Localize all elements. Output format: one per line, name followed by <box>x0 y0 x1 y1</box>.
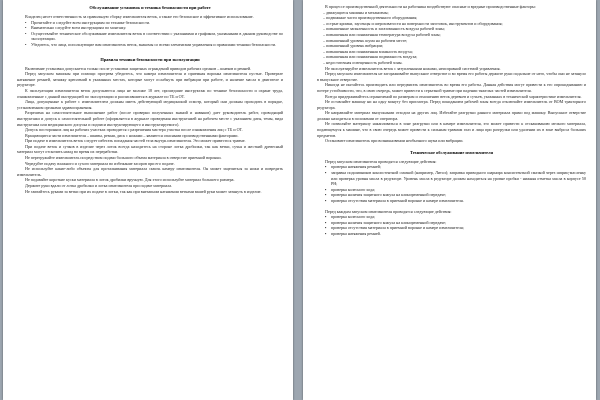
list-item: – повышенная или пониженная температура воздуха рабочей зоны; <box>323 31 441 37</box>
list-item: – повышенный уровень шума на рабочем месте; <box>323 37 408 43</box>
paragraph-each-start: Перед каждым запуском измельчителя проводятся следующие действия: <box>325 208 452 214</box>
list-item: – повышенная или пониженная подвижность воздуха; <box>323 54 418 60</box>
paragraph: Не направляйте материал выпускными отходом на других лиц. Избегайте разгрузки данного материала прямо под машину. Выпускное отверстие должно находиться в положении от оператора. <box>317 110 586 121</box>
paragraph: Разрешена на самостоятельное выполнение работ (после проверки полученных знаний и навыков) дает руководитель работ, проводящий инструктажи и допуск к самостоятельной работе (оформляется в журнале проведения инструктажей на рабочем месте с указанием даты, темы, вида инструктажа или медицинского допуска и подписи инструктирующего и инструктируемого). <box>17 110 283 127</box>
list-item: – острые кромки, заусенцы и шероховатости на поверхности заготовок, инструментов и оборудования; <box>323 20 503 26</box>
bullet-item: • Внимательно следуйте всем инструкциям по монтажу. <box>31 25 283 31</box>
checklist-item: ▪ проверка отсутствия материала в приемной воронке и камере измельчителя; <box>331 225 586 231</box>
list-item: – повышенные запыленность и загазованность воздуха рабочей зоны; <box>323 26 445 32</box>
pre-start-checklist <box>317 164 586 203</box>
list-item: – движущиеся машины и механизмы; <box>323 9 389 15</box>
section-title-technical-service: Техническое обслуживание измельчителя <box>410 149 493 155</box>
paragraph-owner-responsibility: Владелец несет ответственность за правильную сборку измельчителя веток, а также его безопасное и эффективное использование. <box>25 14 254 19</box>
paragraph-before-start: Перед запуском измельчителя проводятся следующие действия: <box>325 158 437 164</box>
paragraph: Лица, допущенные к работе с измельчителем должны иметь действующий медицинский осмотр, который они должны проходить в порядке, установленном органами здравоохранения. <box>17 99 283 110</box>
paragraph: Не эксплуатируйте измельчитель веток с затупленными ножами, неисправной системой управления. <box>325 65 501 71</box>
each-start-checklist <box>317 214 586 236</box>
paragraph-hazard-intro: В процессе производственной деятельности на работника воздействуют опасные и вредные производственные факторы: <box>325 4 536 9</box>
paragraph: Не хватайтесь руками за ветки при их подаче в лотки, так как при внезапном натяжении ветками вашей руки может затянуть в изделие. <box>25 188 262 194</box>
list-item: – недостаточная освещенность рабочей зоны. <box>323 59 403 65</box>
checklist-item: ▪ проверка наличия защитного кожуха на клиноременной передаче; <box>331 192 586 198</box>
paragraph: Держите руки вдали от лотка дробилки и лотка измельчителя при подаче материала. <box>25 183 173 189</box>
paragraph: Не позволяйте материалу накапливаться в зоне разгрузки или в камере измельчителя, это может привести к отскакиванию мелкого материала, подающемуся к машине, что в свою очередь может привести к сильным травмам глаз и лица при разгрузки или удалении их в зоне выброса больших предметов. <box>317 121 586 138</box>
paragraph: При подаче в измельчитель веток следует избегать попадания частей тела внутрь измельчителя. Это может привести к травме. <box>25 138 246 144</box>
checklist-item: ▪ проверка наличия защитного кожуха на клиноременной передаче; <box>331 220 586 226</box>
paragraph: Перед запуском измельчителя не загораживайте выпускное отверстие и во время его работы держите руки подальше от него, чтобы они не затянуло в выпускное отверстие. <box>317 71 586 82</box>
paragraph: К эксплуатации измельчителя веток допускаются лица не моложе 18 лет, прошедшие инструктаж по технике безопасности и охране труда, ознакомленные с данной инструкцией по эксплуатации и расписавшиеся в журнале по ТБ и ОТ. <box>17 87 283 99</box>
section-title-maintenance: Обслуживание установок и техника безопасности при работе <box>89 5 211 10</box>
list-item: – повышенная или пониженная влажность воздуха; <box>323 48 413 54</box>
bullet-item: • Прочитайте и следуйте всем инструкциям по технике безопасности. <box>31 20 283 26</box>
checklist-item: ▪ проверка колесного хода; <box>331 187 586 193</box>
list-item: – подвижные части производственного оборудования; <box>323 15 418 21</box>
paragraph: Вращающиеся части измельчителя – шкивы, ремни, диск с ножами – являются опасными производственными факторами. <box>25 132 239 138</box>
paragraph: Не перегружайте измельчитель посредством подачи большого объема материала в отверстие приемной воронки. <box>25 155 222 161</box>
document-page-right <box>303 0 596 400</box>
checklist-item: ▪ проверка колесного хода; <box>331 214 586 220</box>
checklist-item: ▪ проверка натяжения ремней. <box>331 231 586 237</box>
bullet-item: • Убедитесь, что лица, использующие вам измельчитель веток, знакомы со всеми элементами управления и правилами техники безопасности. <box>31 42 283 48</box>
bullet-item: • Осуществляйте техническое обслуживание измельчителя веток в соответствии с указаниями и графиком, указанными в данном руководстве по эксплуатации. <box>31 31 283 42</box>
list-item: – повышенный уровень вибрации; <box>323 43 384 49</box>
paragraph: Включение установки допускается только после установки защитных ограждений приводов рабочих органов – шнеков и ремней. <box>25 65 252 71</box>
paragraph: Допуск посторонних лиц на рабочих участках проводится с разрешения мастера участка после ознакомления лиц с ТБ и ОТ. <box>25 127 243 133</box>
safety-bullet-list <box>17 20 283 48</box>
paragraph: Не используйте какие-либо объекты для проталкивания материала сквозь камеру измельчителя. Он может зацепиться за ножи и повредить измельчитель. <box>17 166 283 177</box>
checklist-item: ▪ проверка отсутствия материала в приемной воронке и камере измельчителя. <box>331 198 586 204</box>
paragraph: При подаче веток и сучков в изделие через лоток всегда находитесь на стороне лотка дробилки, так как ветки, сучья и жесткий древесный материал могут отскочить назад во время их переработки. <box>17 143 283 155</box>
paragraph: Остановите измельчитель при возникновении необычного шума или вибрации. <box>325 138 464 144</box>
paragraph: Чередуйте подачу влажного и сухого материала во избежание засоров при его подаче. <box>25 160 175 166</box>
paragraph: Никогда не пытайтесь производить или передвигать измельчитель во время его работы. Данная действия могут привести к его опрокидыванию и потере устойчивости, что, в свою очередь, может привести к серьезной травме при падении тяжелых частей измельчителя. <box>317 82 586 93</box>
paragraph: Всегда придерживайтесь ограничений по размерам и отношению веток деревьев и сучьев, указанных в технической характеристике измельчителя. <box>325 93 582 99</box>
checklist-item: ▪ проверка натяжения ремней; <box>331 164 586 170</box>
hazard-factors-list <box>317 10 586 66</box>
section-title-safety-rules: Правила техники безопасности при эксплуатации <box>100 56 200 62</box>
paragraph: Не подавайте короткие куски материала в лоток дробилки вручную. Для этого используйте материал большего размера. <box>25 177 235 183</box>
paragraph: Не оставляйте машину ни на одну минуту без присмотра. Перед покиданием рабочей зоны всегда отключайте измельчитель от ВОМ тракторного редуктора. <box>317 99 586 110</box>
checklist-item: ▪ заправка подшипников консистентной смазкой (например, Литол); заправка приводного шарнира консистентной смазкой через шприц-масленку или проверка уровня масла в редукторе. Уровень масла в редукторе должен находиться на уровне пробки - нижняя отметка масла в корпусе 50 PH; <box>331 170 586 187</box>
paragraph: Перед запуском машины при помощи прогрева убедитесь, что камера измельчителя и приемная воронка измельчителя пустые. Проверьте натяжение ремней, затяжку креплений в указанных местах, которые могут ослабнуть при вибрации при работе, и наличие масла в двигателе и редукторе. <box>17 71 283 88</box>
document-page-left <box>3 0 293 400</box>
